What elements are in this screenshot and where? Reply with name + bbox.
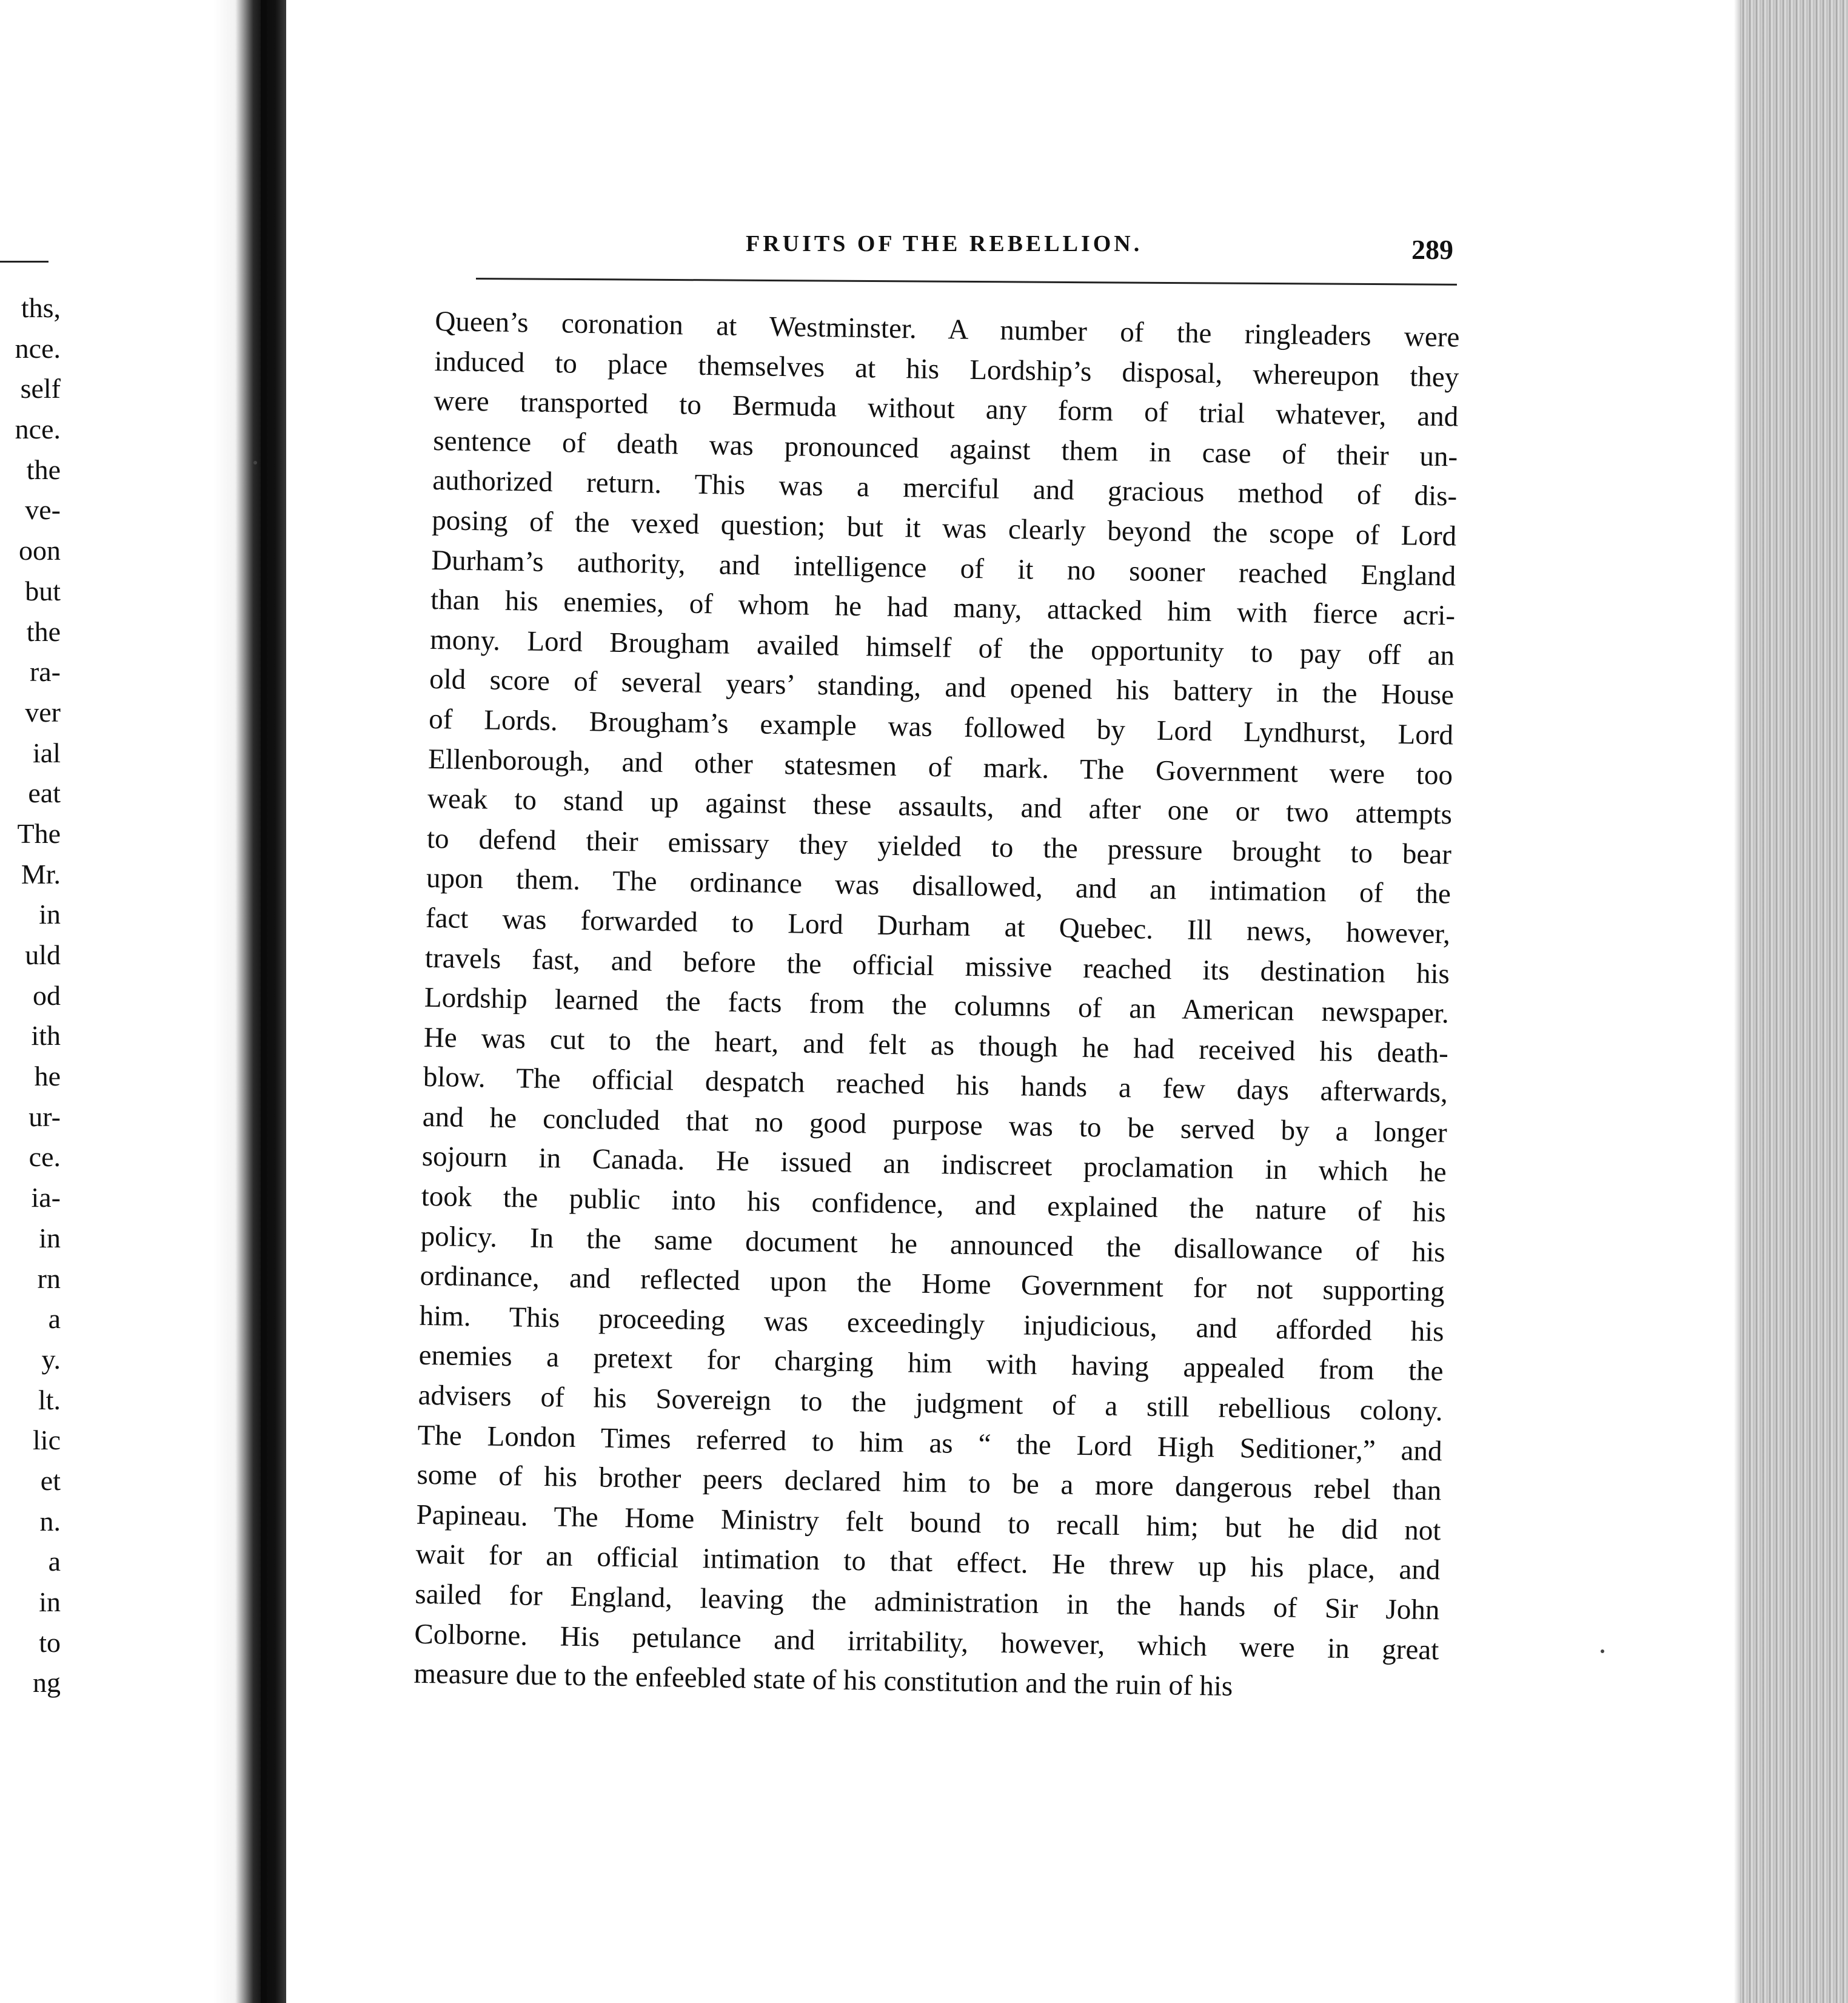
left-page-line: in [39, 1586, 61, 1617]
text-line: Durham’s authority, and intelligence of it no sooner reached England [430, 544, 1456, 592]
text-line: of Lords. Brougham’s example was followed by Lord Lyndhurst, Lord [428, 703, 1454, 751]
left-page-line: ce. [28, 1141, 61, 1173]
text-line: than his enemies, of whom he had many, attacked him with fierce acri- [430, 584, 1456, 632]
left-page-line: in [39, 899, 61, 930]
text-line: Papineau. The Home Ministry felt bound to recall him; but he did not [416, 1498, 1441, 1547]
left-page-line: n. [39, 1505, 61, 1537]
left-page-line: ve- [25, 494, 61, 526]
left-page-line: eat [28, 777, 61, 809]
page-edges-stack [1740, 0, 1848, 2003]
page-number: 289 [1411, 234, 1453, 265]
text-line: enemies a pretext for charging him with having appealed from the [418, 1340, 1444, 1387]
left-page-line: lic [33, 1424, 61, 1456]
left-page-line: ial [33, 737, 61, 768]
left-page-line: Mr. [21, 858, 61, 890]
dust-speck [1601, 1649, 1604, 1653]
binding-shadow [261, 0, 267, 2003]
text-line: posing of the vexed question; but it was clearly beyond the scope of Lord [431, 504, 1457, 552]
text-line: sentence of death was pronounced against them in case of their un- [432, 424, 1458, 473]
text-line: He was cut to the heart, and felt as though he had received his death- [423, 1021, 1449, 1070]
left-page-line: nce. [15, 332, 61, 364]
left-page-line: rn [37, 1263, 61, 1294]
left-facing-page [0, 0, 243, 2003]
text-line: Lordship learned the facts from the columns of an American newspaper. [424, 981, 1450, 1030]
text-line: him. This proceeding was exceedingly injudicious, and afforded his [419, 1300, 1444, 1348]
left-page-line: in [39, 1222, 61, 1253]
text-line: authorized return. This was a merciful and gracious method of dis- [432, 465, 1458, 512]
left-page-line: ur- [28, 1101, 61, 1132]
text-line: induced to place themselves at his Lordship’s disposal, whereupon they [434, 345, 1459, 394]
left-page-line: ths, [21, 292, 61, 323]
left-page-line: a [48, 1303, 61, 1335]
left-page-line: the [26, 454, 61, 485]
text-line: some of his brother peers declared him to be a more dangerous rebel than [417, 1458, 1442, 1507]
text-line: old score of several years’ standing, and opened his battery in the House [429, 663, 1455, 711]
text-line: weak to stand up against these assaults, and after one or two attempts [427, 783, 1453, 831]
left-page-line: ng [33, 1667, 61, 1699]
text-line: fact was forwarded to Lord Durham at Quebec. Ill news, however, [425, 902, 1451, 950]
text-line: and he concluded that no good purpose was to be served by a longer [422, 1101, 1448, 1149]
text-line: policy. In the same document he announced the disallowance of his [420, 1220, 1446, 1269]
text-line: Queen’s coronation at Westminster. A number of the ringleaders were [435, 305, 1460, 354]
left-page-line: oon [19, 535, 61, 566]
left-page-line: a [48, 1546, 61, 1577]
dust-speck [253, 461, 257, 465]
left-page-line: nce. [15, 414, 61, 445]
left-page-line: od [33, 979, 61, 1011]
left-page-rule [0, 261, 49, 263]
left-page-text [0, 288, 61, 1703]
left-page-line: et [40, 1465, 61, 1496]
running-head: FRUITS OF THE REBELLION. [746, 231, 1143, 257]
left-page-line: ra- [29, 656, 61, 688]
book-gutter [213, 0, 286, 2003]
left-page-line: The [17, 817, 61, 849]
text-line: sojourn in Canada. He issued an indiscreet proclamation in which he [421, 1141, 1447, 1189]
text-line: Ellenborough, and other statesmen of mark. The Government were too [427, 743, 1453, 791]
text-line: upon them. The ordinance was disallowed, and an intimation of the [426, 862, 1451, 910]
text-line: Colborne. His petulance and irritability, however, which were in great [414, 1618, 1439, 1666]
text-line: travels fast, and before the official missive reached its destination his [424, 942, 1450, 990]
left-page-line: y. [41, 1343, 61, 1375]
text-line: blow. The official despatch reached his hands a few days afterwards, [423, 1061, 1448, 1109]
left-page-line: ith [31, 1020, 61, 1052]
text-line: wait for an official intimation to that effect. He threw up his place, and [415, 1538, 1441, 1586]
text-line: were transported to Bermuda without any form of trial whatever, and [434, 385, 1459, 433]
left-page-line: uld [25, 939, 61, 970]
text-line: The London Times referred to him as “ the Lord High Seditioner,” and [417, 1419, 1442, 1467]
left-page-line: but [25, 575, 61, 606]
text-line: measure due to the enfeebled state of his constitution and the ruin of his [413, 1657, 1233, 1703]
text-line: mony. Lord Brougham availed himself of the opportunity to pay off an [429, 623, 1455, 672]
left-page-line: ver [25, 696, 61, 728]
text-line: took the public into his confidence, and explained the nature of his [421, 1180, 1447, 1229]
left-page-line: lt. [38, 1384, 61, 1415]
text-line: ordinance, and reflected upon the Home Government for not supporting [420, 1260, 1445, 1308]
left-page-line: to [39, 1626, 61, 1658]
left-page-line: self [20, 373, 61, 404]
left-page-line: ia- [31, 1182, 61, 1213]
body-text [413, 302, 1460, 1710]
left-page-line: he [34, 1061, 61, 1092]
text-line: advisers of his Sovereign to the judgment of a still rebellious colony. [418, 1379, 1443, 1428]
text-line: sailed for England, leaving the administration in the hands of Sir John [415, 1578, 1440, 1626]
text-line: to defend their emissary they yielded to the pressure brought to bear [426, 822, 1452, 871]
left-page-line: the [26, 616, 61, 647]
